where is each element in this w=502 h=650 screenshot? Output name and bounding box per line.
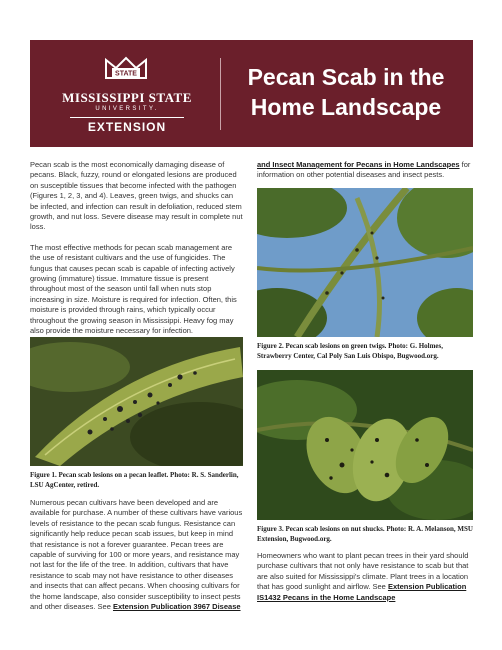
- header-banner: [30, 40, 473, 147]
- logo-university: UNIVERSITY.: [95, 106, 159, 112]
- planting-paragraph: [257, 551, 473, 603]
- figure-3-caption: Figure 3. Pecan scab lesions on nut shucks. Photo: R. A. Melanson, MSU Extension, Bugwood.org.: [257, 525, 473, 543]
- svg-text:STATE: STATE: [115, 70, 137, 78]
- management-paragraph: The most effective methods for pecan scab management are the use of resistant cultivars and the use of fungicides. The fungus that causes pecan scab is capable of infecting actively growing (immature) tissue. Immature tissue is present throughout most of the season until fall when nuts stop increasing in size. Moisture is required for infection. Often, this moisture is provided through rains, which typically occur throughout the growing season in Mississippi. Heavy fog may also provide the moisture necessary for infection.: [30, 242, 237, 336]
- intro-paragraph: Pecan scab is the most economically damaging disease of pecans. Black, fuzzy, round or elongated lesions are produced on susceptible tissues that become infected with the pathogen (Figures 1, 2, 3, and 4). Leaves, green twigs, and shucks can be infected, and infection can result in defoliation, reduced stem growth, and nut loss. Severe disease may result in complete nut loss.: [30, 160, 243, 232]
- publication-3967-link-cont[interactable]: and Insect Management for Pecans in Home Landscapes: [257, 160, 460, 169]
- left-column-top: [30, 160, 243, 347]
- page-title: [226, 62, 466, 122]
- title-line-1: Pecan Scab in the: [247, 64, 445, 90]
- left-column-bottom: [30, 498, 243, 622]
- logo-rule: [70, 117, 184, 118]
- figure-2-photo: [257, 188, 473, 337]
- right-column-bottom: [257, 551, 473, 613]
- green-twigs-image: [257, 188, 473, 337]
- title-line-2: Home Landscape: [250, 94, 442, 120]
- cultivars-paragraph: [30, 498, 243, 612]
- planting-text: Homeowners who want to plant pecan trees in their yard should purchase cultivars that not only have resistance to scab but that are also suited for Mississippi's climate. Plant trees in a location that has good sunlight and airflow. See: [257, 551, 469, 592]
- logo-extension: EXTENSION: [87, 120, 167, 134]
- figure-1-photo: [30, 337, 243, 466]
- right-column-top: [257, 160, 473, 191]
- figure-1-caption: Figure 1. Pecan scab lesions on a pecan leaflet. Photo: R. S. Sanderlin, LSU AgCenter, retired.: [30, 471, 239, 489]
- figure-2-caption: Figure 2. Pecan scab lesions on green twigs. Photo: G. Holmes, Strawberry Center, Cal Poly San Luis Obispo, Bugwood.org.: [257, 342, 444, 360]
- msu-extension-logo: [42, 50, 212, 138]
- banner-divider: [220, 58, 221, 130]
- continuation-text: for information on other potential diseases and insect pests.: [257, 160, 471, 180]
- figure-3-photo: [257, 370, 473, 520]
- publication-3967-link[interactable]: Extension Publication 3967 Disease: [112, 602, 241, 612]
- publication-is1432-link[interactable]: Extension Publication IS1432 Pecans in the Home Landscape: [257, 582, 467, 602]
- continuation-paragraph: [257, 160, 473, 181]
- logo-name: MISSISSIPPI STATE: [62, 90, 192, 105]
- nut-shucks-image: [257, 370, 473, 520]
- cultivars-text: Numerous pecan cultivars have been developed and are available for purchase. A number of these cultivars have various levels of resistance to the pecan scab fungus. Resistance can significantly help reduce pecan scab issues, but keep in mind that resistance is not a forever guarantee. Pecan trees are capable of surviving for 100 or more years, and resistance may not last for the life of the tree. In addition, cultivars that have resistance to scab may not have resistance to other diseases and insects that can affect pecans. When choosing cultivars for the home landscape, also consider susceptibility to insect pests and other diseases. See: [30, 498, 243, 612]
- pecan-leaflet-image: [30, 337, 243, 466]
- msu-emblem-icon: [102, 54, 150, 80]
